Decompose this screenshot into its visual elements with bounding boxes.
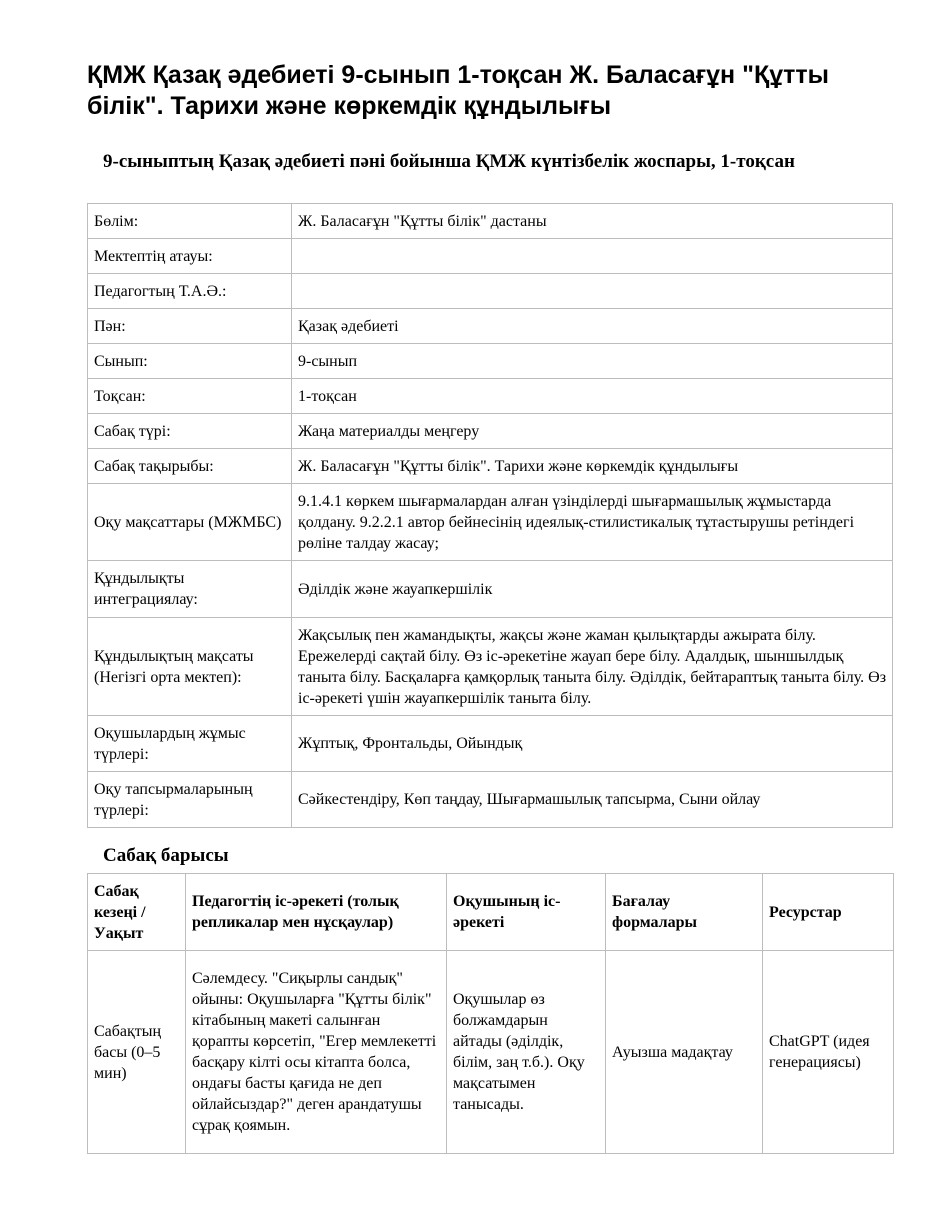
- column-header-teacher-activity: Педагогтің іс-әрекеті (толық репликалар мен нұсқаулар): [186, 874, 447, 951]
- info-label: Оқу тапсырмаларының түрлері:: [88, 772, 292, 828]
- info-label: Оқу мақсаттары (МЖМБС): [88, 484, 292, 561]
- info-value: Қазақ әдебиеті: [292, 309, 893, 344]
- table-row: [88, 344, 893, 379]
- student-activity-cell: Оқушылар өз болжамдарын айтады (әділдік, білім, заң т.б.). Оқу мақсатымен танысады.: [447, 951, 606, 1154]
- table-row: [88, 274, 893, 309]
- info-label: Сабақ түрі:: [88, 414, 292, 449]
- stage-cell: Сабақтың басы (0–5 мин): [88, 951, 186, 1154]
- info-value: 9.1.4.1 көркем шығармалардан алған үзінділерді шығармашылық жұмыстарда қолдану. 9.2.2.1 автор бейнесінің идеялық-стилистикалық тұтастырушы ретіндегі рөліне талдау жасау;: [292, 484, 893, 561]
- table-header-row: [88, 874, 894, 951]
- info-label: Тоқсан:: [88, 379, 292, 414]
- info-label: Педагогтың Т.А.Ә.:: [88, 274, 292, 309]
- lesson-flow-table: [87, 873, 894, 1154]
- table-row: [88, 716, 893, 772]
- info-label: Оқушылардың жұмыс түрлері:: [88, 716, 292, 772]
- table-row: [88, 772, 893, 828]
- info-label: Пән:: [88, 309, 292, 344]
- lesson-flow-heading: Сабақ барысы: [103, 845, 229, 866]
- info-label: Сынып:: [88, 344, 292, 379]
- column-header-student-activity: Оқушының іс-әрекеті: [447, 874, 606, 951]
- info-label: Мектептің атауы:: [88, 239, 292, 274]
- table-row: [88, 309, 893, 344]
- table-row: [88, 239, 893, 274]
- table-row: [88, 379, 893, 414]
- table-row: [88, 561, 893, 618]
- column-header-assessment: Бағалау формалары: [606, 874, 763, 951]
- info-label: Сабақ тақырыбы:: [88, 449, 292, 484]
- info-value: Жаңа материалды меңгеру: [292, 414, 893, 449]
- column-header-stage: Сабақ кезеңі / Уақыт: [88, 874, 186, 951]
- info-value: Жұптық, Фронтальды, Ойындық: [292, 716, 893, 772]
- teacher-activity-cell: Сәлемдесу. "Сиқырлы сандық" ойыны: Оқушыларға "Құтты білік" кітабының макеті салынған қорапты көрсетіп, "Егер мемлекетті басқару кілті осы кітапта болса, ондағы басты қағида не деп ойлайсыздар?" деген арандатушы сұрақ қоямын.: [186, 951, 447, 1154]
- plan-heading: 9-сыныптың Қазақ әдебиеті пәні бойынша ҚМЖ күнтізбелік жоспары, 1-тоқсан: [103, 151, 795, 172]
- table-row: [88, 484, 893, 561]
- info-value: 1-тоқсан: [292, 379, 893, 414]
- info-value: Жақсылық пен жамандықты, жақсы және жаман қылықтарды ажырата білу. Ережелерді сақтай білу. Өз іс-әрекетіне жауап бере білу. Адалдық, шыншылдық таныта білу. Басқаларға қамқорлық таныта білу. Әділдік, бейтараптық таныта білу. Өз іс-әрекеті үшін жауапкершілік таныта білу.: [292, 618, 893, 716]
- info-value: Ж. Баласағұн "Құтты білік". Тарихи және көркемдік құндылығы: [292, 449, 893, 484]
- table-row: [88, 204, 893, 239]
- table-row: [88, 951, 894, 1154]
- document-title: ҚМЖ Қазақ әдебиеті 9-сынып 1-тоқсан Ж. Баласағұн "Құтты білік". Тарихи және көркемдік құндылығы: [87, 61, 829, 120]
- info-value: Ж. Баласағұн "Құтты білік" дастаны: [292, 204, 893, 239]
- info-label: Бөлім:: [88, 204, 292, 239]
- info-value: 9-сынып: [292, 344, 893, 379]
- assessment-cell: Ауызша мадақтау: [606, 951, 763, 1154]
- resources-cell: ChatGPT (идея генерациясы): [763, 951, 894, 1154]
- lesson-info-table: [87, 203, 893, 828]
- table-row: [88, 618, 893, 716]
- info-value: Әділдік және жауапкершілік: [292, 561, 893, 618]
- info-label: Құндылықтың мақсаты (Негізгі орта мектеп):: [88, 618, 292, 716]
- info-value: Сәйкестендіру, Көп таңдау, Шығармашылық тапсырма, Сыни ойлау: [292, 772, 893, 828]
- info-value: [292, 239, 893, 274]
- table-row: [88, 449, 893, 484]
- column-header-resources: Ресурстар: [763, 874, 894, 951]
- info-value: [292, 274, 893, 309]
- table-row: [88, 414, 893, 449]
- info-label: Құндылықты интеграциялау:: [88, 561, 292, 618]
